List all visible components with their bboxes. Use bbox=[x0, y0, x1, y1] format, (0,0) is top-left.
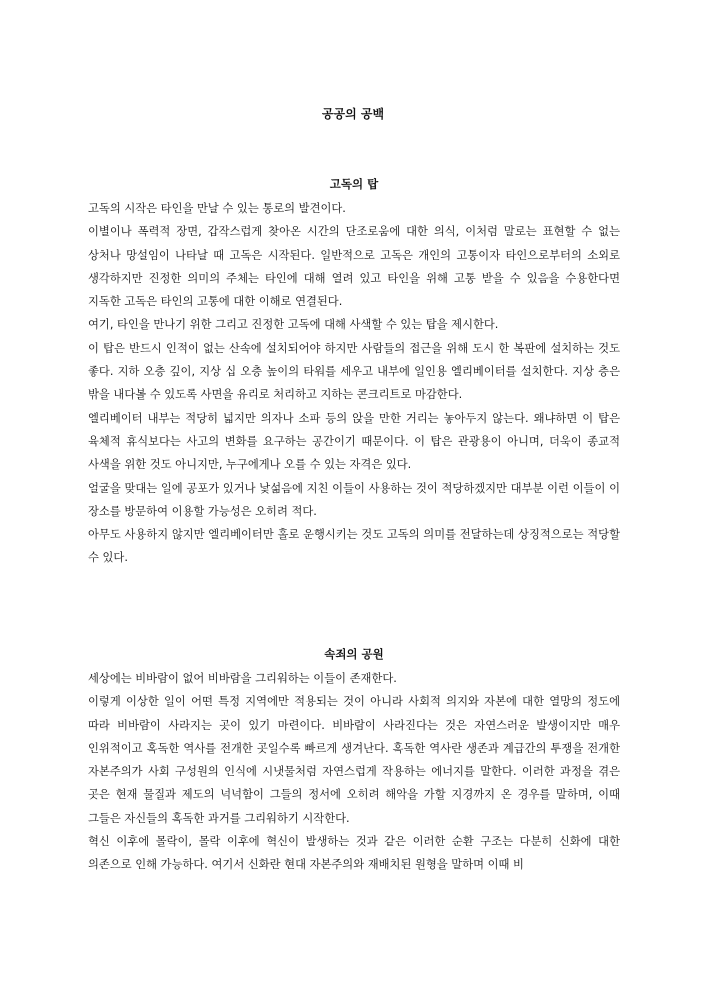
paragraph: 여기, 타인을 만나기 위한 그리고 진정한 고독에 대해 사색할 수 있는 탑을 제시한다. bbox=[88, 318, 499, 332]
paragraph: 세상에는 비바람이 없어 비바람을 그리워하는 이들이 존재한다. bbox=[88, 672, 397, 685]
section-heading: 고독의 탑 bbox=[329, 177, 379, 191]
section-tower-of-solitude bbox=[88, 176, 620, 570]
paragraph: 이 탑은 반드시 인적이 없는 산속에 설치되어야 하지만 사람들의 접근을 위해 도시 한 복판에 설치하는 것도 좋다. 지하 오층 깊이, 지상 십 오층 높이의 타워를 세우고 내부에 일인용 엘리베이터를 설치한다. 지상 층은 밖을 내다볼 수 있도록 사면을 유리로 처리하고 지하는 콘크리트로 마감한다. bbox=[88, 341, 620, 402]
paragraph: 엘리베이터 내부는 적당히 넓지만 의자나 소파 등의 앉을 만한 거리는 놓아두지 않는다. 왜냐하면 이 탑은 육체적 휴식보다는 사고의 변화를 요구하는 공간이기 때문이다. 이 탑은 관광용이 아니며, 더욱이 종교적 사색을 위한 것도 아니지만, 누구에게나 오를 수 있는 자격은 있다. bbox=[88, 411, 620, 472]
paragraph: 이별이나 폭력적 장면, 갑작스럽게 찾아온 시간의 단조로움에 대한 의식, 이처럼 말로는 표현할 수 없는 상처나 망설임이 나타날 때 고독은 시작된다. 일반적으로 고독은 개인의 고통이자 타인으로부터의 소외로 생각하지만 진정한 의미의 주체는 타인에 대해 열려 있고 타인을 위해 고통 받을 수 있음을 수용한다면 지독한 고독은 타인의 고통에 대한 이해로 연결된다. bbox=[88, 225, 620, 309]
paragraph: 이렇게 이상한 일이 어떤 특정 지역에만 적용되는 것이 아니라 사회적 의지와 자본에 대한 열망의 정도에 따라 비바람이 사라지는 곳이 있기 마련이다. 비바람이 사라진다는 것은 자연스러운 발생이지만 매우 인위적이고 혹독한 역사를 전개한 곳일수록 빠르게 생겨난다. 혹독한 역사란 생존과 계급간의 투쟁을 전개한 자본주의가 사회 구성원의 인식에 시냇물처럼 자연스럽게 작용하는 에너지를 말한다. 이러한 과정을 겪은 곳은 현재 물질과 제도의 넉넉함이 그들의 정서에 오히려 해악을 가할 지경까지 온 경우를 말하며, 이때 그들은 자신들의 혹독한 과거를 그리워하기 시작한다. bbox=[88, 695, 620, 825]
document-title: 공공의 공백 bbox=[321, 107, 385, 121]
paragraph: 아무도 사용하지 않지만 엘리베이터만 홀로 운행시키는 것도 고독의 의미를 전달하는데 상징적으로는 적당할 수 있다. bbox=[88, 528, 620, 565]
paragraph: 혁신 이후에 몰락이, 몰락 이후에 혁신이 발생하는 것과 같은 이러한 순환 구조는 다분히 신화에 대한 의존으로 인해 가능하다. 여기서 신화란 현대 자본주의와 재배치된 원형을 말하며 이때 비 bbox=[88, 835, 620, 872]
section-park-of-atonement bbox=[88, 646, 620, 877]
paragraph: 고독의 시작은 타인을 만날 수 있는 통로의 발견이다. bbox=[88, 202, 346, 215]
section-heading: 속죄의 공원 bbox=[324, 647, 384, 661]
paragraph: 얼굴을 맞대는 일에 공포가 있거나 낯섦음에 지친 이들이 사용하는 것이 적당하겠지만 대부분 이런 이들이 이 장소를 방문하여 이용할 가능성은 오히려 적다. bbox=[88, 481, 620, 518]
